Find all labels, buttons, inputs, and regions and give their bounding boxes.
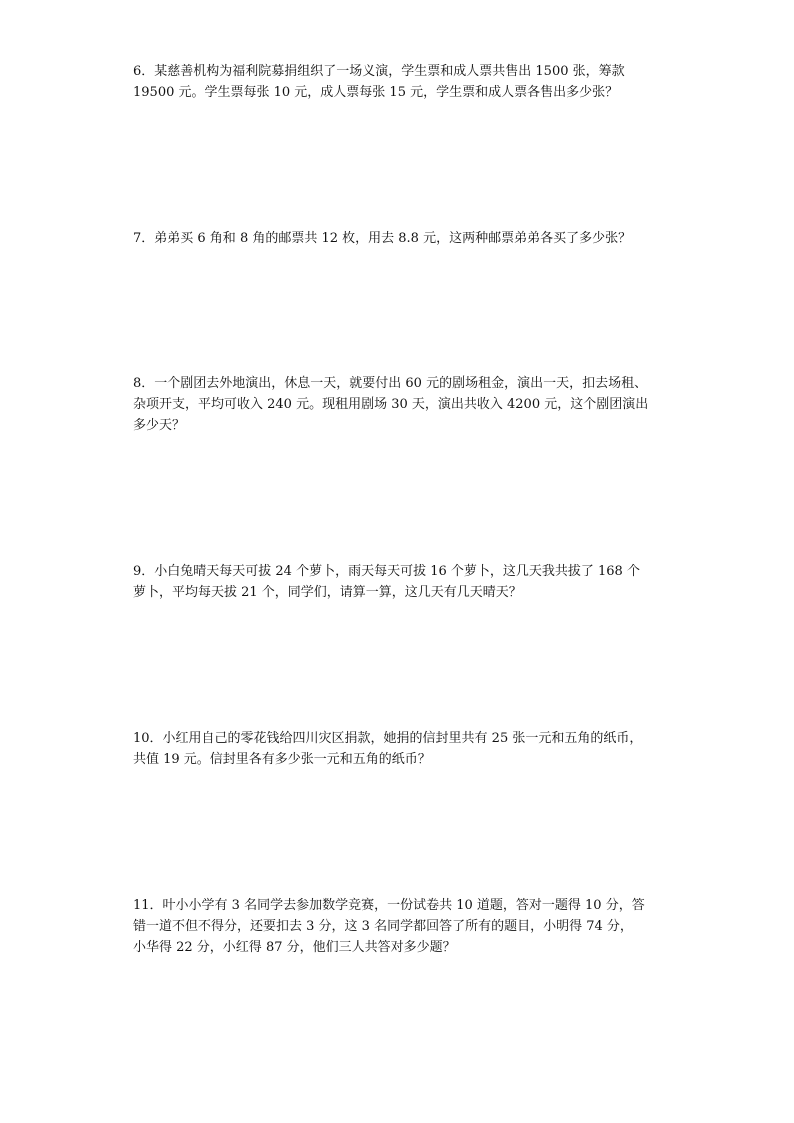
question-10-line-1: 10．小红用自己的零花钱给四川灾区捐款，她捐的信封里共有 25 张一元和五角的纸币， — [133, 731, 643, 746]
question-10 — [133, 728, 673, 770]
question-6-line-1: 6．某慈善机构为福利院募捐组织了一场义演，学生票和成人票共售出 1500 张，筹款 — [133, 64, 625, 79]
question-9-line-2: 萝卜，平均每天拔 21 个，同学们，请算一算，这几天有几天晴天？ — [133, 585, 522, 600]
question-8-line-1: 8．一个剧团去外地演出，休息一天，就要付出 60 元的剧场租金，演出一天，扣去场租、 — [133, 376, 648, 391]
question-7-line-1: 7．弟弟买 6 角和 8 角的邮票共 12 枚，用去 8.8 元，这两种邮票弟弟各买了多少张？ — [133, 231, 632, 246]
question-11-line-2: 错一道不但不得分，还要扣去 3 分，这 3 名同学都回答了所有的题目，小明得 74 分， — [133, 919, 633, 934]
question-11-line-1: 11．叶小小学有 3 名同学去参加数学竞赛，一份试卷共 10 道题，答对一题得 10 分，答 — [133, 898, 645, 913]
question-11 — [133, 895, 673, 958]
question-6-line-2: 19500 元。学生票每张 10 元，成人票每张 15 元，学生票和成人票各售出多少张？ — [133, 85, 619, 100]
question-10-line-2: 共值 19 元。信封里各有多少张一元和五角的纸币？ — [133, 752, 431, 767]
question-8 — [133, 373, 673, 436]
question-6 — [133, 61, 673, 103]
question-11-line-3: 小华得 22 分，小红得 87 分，他们三人共答对多少题？ — [133, 940, 456, 955]
question-8-line-2: 杂项开支，平均可收入 240 元。现租用剧场 30 天，演出共收入 4200 元，这个剧团演出 — [133, 397, 649, 412]
question-9 — [133, 561, 673, 603]
question-7 — [133, 228, 673, 249]
question-8-line-3: 多少天？ — [133, 418, 186, 433]
question-9-line-1: 9．小白兔晴天每天可拔 24 个萝卜，雨天每天可拔 16 个萝卜，这几天我共拔了 168 个 — [133, 564, 640, 579]
